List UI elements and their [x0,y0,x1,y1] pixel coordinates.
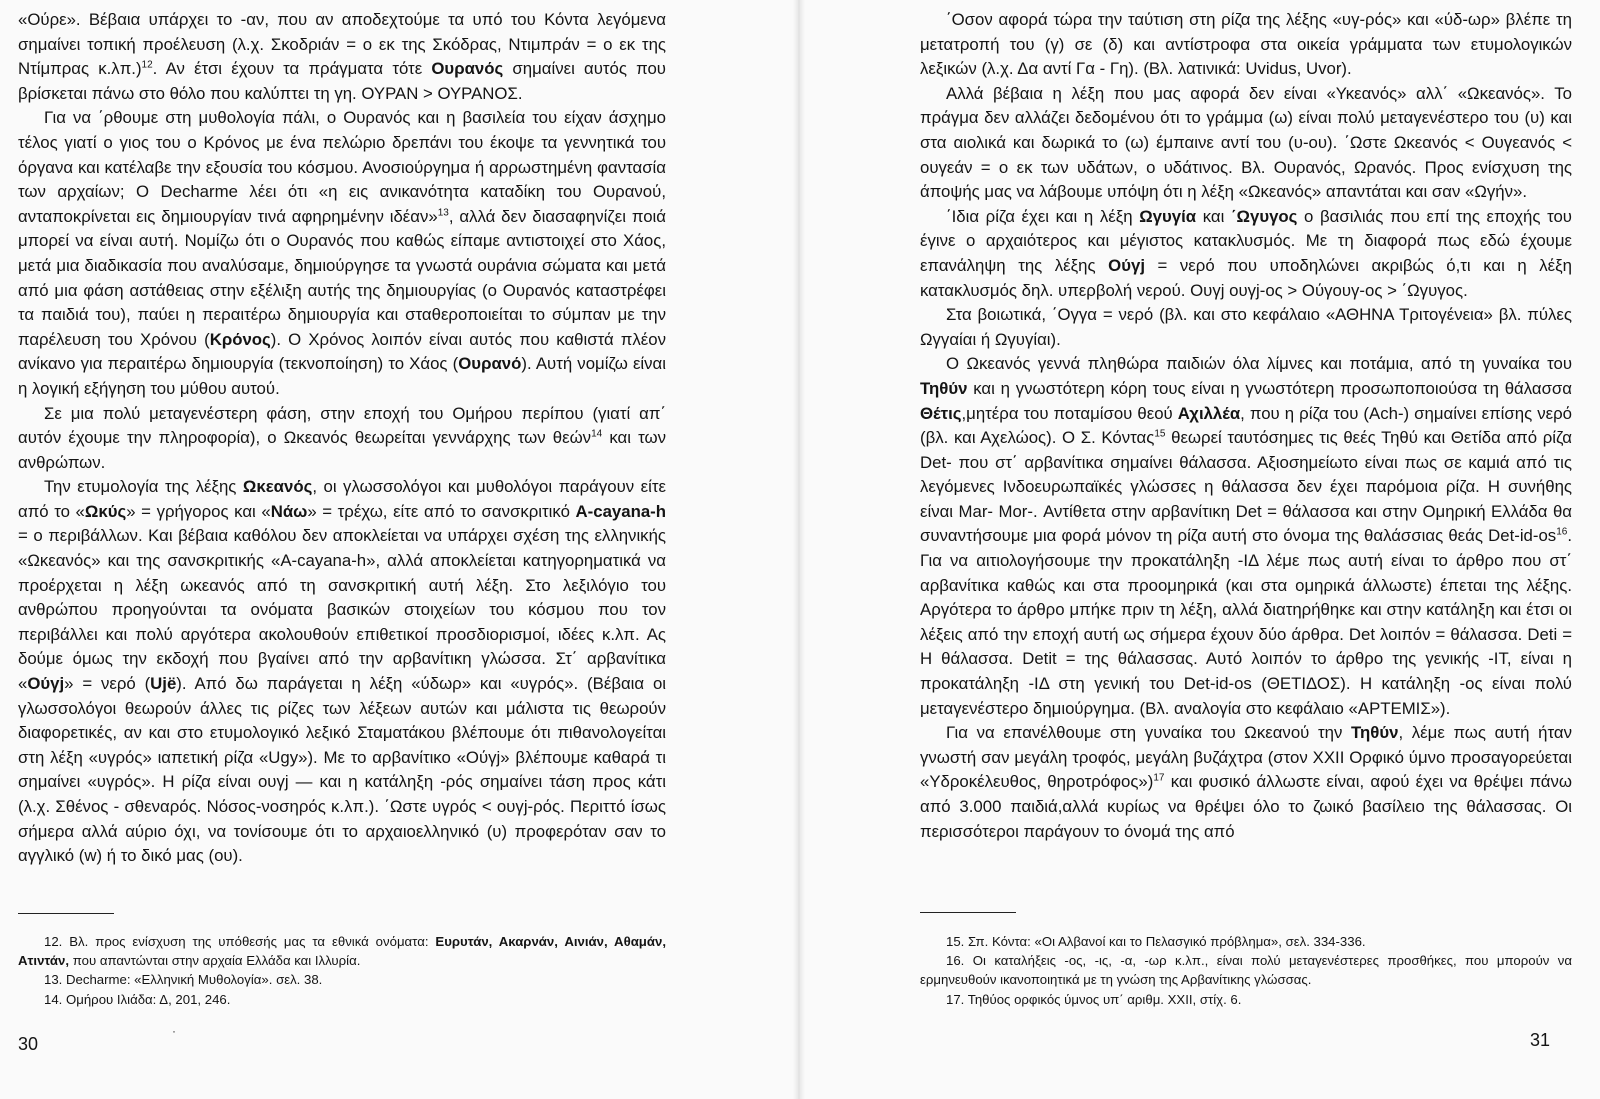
text-run: , αλλά δεν διασαφηνίζει ποιά μπορεί να είναι αυτή. Νομίζω ότι ο Ουρανός που καθώς είπαμε αντιστοιχεί στο Χάος, μετά μια διαδικασία που αναλύσαμε, δημιούργησε τα γνωστά ουράνια σώματα και μετά από μια φάση αστάθειας στην εξέλιξη αυτής της δημιουργίας (ο Ουρανός καταστρέφει τα παιδιά του), παύει η περαιτέρω δημιουργία και σταθεροποιείται το σύμπαν με την παρέλευση του Χρόνου ( [18,206,666,349]
text-run: , οι γλωσσολόγοι και μυθολόγοι παράγουν είτε από το « [18,477,666,521]
text-run: Σε μια πολύ μεταγενέστερη φάση, στην εποχή του Ομήρου περίπου (γιατί απ΄ αυτόν έχουμε την πληροφορία), ο Ωκεανός θεωρείται γεννάρχης των θεών [18,403,666,448]
footnote-rule [920,912,1016,913]
text-run: Στα βοιωτικά, ΄Ογγα = νερό (βλ. και στο κεφάλαιο «ΑΘΗΝΑ Τριτογένεια» βλ. πύλες Ωγγαίαι ή Ωγυγίαι). [920,305,1572,349]
text-run: και [1196,206,1231,226]
footnote-reference: 12 [141,59,153,71]
bold-term: Ουρανός [431,59,504,79]
footnote-reference: 15 [1154,428,1166,440]
footnote [920,932,1572,951]
text-run: 16. Οι καταλήξεις -ος, -ις, -α, -ωρ κ.λπ., είναι πολύ μεταγενέστερες προσθήκες, που μπορούν να ερμηνευθούν ικανοποιητικά με τη γνώση της Αρβανίτικης γλώσσας. [920,953,1572,988]
footnote-rule [18,913,114,914]
text-run: ΄Οσον αφορά τώρα την ταύτιση στη ρίζα της λέξης «υγ-ρός» και «ύδ-ωρ» βλέπε τη μετατροπή του (γ) σε (δ) και αντίστροφα στα οικεία γράμματα των ετυμολογικών λεξικών (λ.χ. Δα αντί Γα - Γη). (Βλ. λατινικά: Uvidus, Uvor). [920,10,1572,79]
text-run: Για να επανέλθουμε στη γυναίκα του Ωκεανού την [946,723,1352,743]
bold-term: Ούγj [1108,255,1145,275]
text-run: Ο Ωκεανός γεννά πληθώρα παιδιών όλα λίμνες και ποτάμια, από τη γυναίκα του [946,354,1572,374]
footnote-reference: 17 [1153,772,1165,784]
text-run: , λέμε πως αυτή ήταν γνωστή σαν μεγάλη τροφός, μεγάλη βυζάχτρα (στον XXII Ορφικό ύμνο προσαγορεύεται «Υδροκέλευθος, θηροτρόφος») [920,723,1572,792]
text-run: 12. Βλ. προς ενίσχυση της υπόθεσής μας τα εθνικά ονόματα: [44,934,436,949]
page-number-left: 30 [18,1034,39,1054]
bold-term: Νάω [270,501,308,521]
text-run: «Ούρε». Βέβαια υπάρχει το -αν, που αν αποδεχτούμε τα υπό του Κόντα λεγόμενα σημαίνει τοπική προέλευση (λ.χ. Σκοδριάν = ο εκ της Σκόδρας, Ντιμπράν = ο εκ της Ντίμπρας κ.λπ.) [18,10,666,79]
body-paragraph [18,106,666,401]
left-body-text [18,8,666,869]
bold-term: Θέτις [920,403,962,423]
bold-term: Ωγυγία [1139,206,1197,226]
text-run: 13. Decharme: «Ελληνική Μυθολογία». σελ. 38. [44,972,323,988]
bold-term: ΄Ωγυγος [1230,206,1298,226]
text-run: θεωρεί ταυτόσημες τις θεές Τηθύ και Θετίδα από ρίζα Det- που στ΄ αρβανίτικα σημαίνει θάλασσα. Αξιοσημείωτο είναι πως σε καμιά από τις λεγόμενες Ινδοευρωπαϊκές γλώσσες η θάλασσα δεν έχει παρόμοια ρίζα. Η συνήθης είναι Mar- Mor-. Αντίθετα στην αρβανίτικη Det = θάλασσα και στην Ομηρική Ελλάδα θα συναντήσουμε μια φορά μόνον τη ρίζα αυτή στο όνομα της θαλάσσιας θεάς Det-id-os [920,428,1572,546]
text-run: , που η ρίζα του (Ach-) σημαίνει επίσης νερό (βλ. και Αχελώος). Ο Σ. Κόντας [920,403,1572,448]
left-footnotes [18,932,666,1009]
text-run: και των ανθρώπων. [18,428,666,472]
footnote [18,990,666,1009]
text-run: = νερό που υποδηλώνει ακριβώς ό,τι και η λέξη κατακλυσμός δηλ. υπερβολή νερού. Ουγj ουγj-ος > Ούγουγ-ος > ΄Ωγυγος. [920,255,1572,300]
body-paragraph [920,352,1572,721]
text-run: ΄Ιδια ρίζα έχει και η λέξη [946,206,1140,226]
footnote-reference: 14 [591,428,603,440]
bold-term: Ούγj [27,674,65,694]
text-run: 17. Τηθύος ορφικός ύμνος υπ΄ αριθμ. XXII, στίχ. 6. [946,991,1242,1007]
body-paragraph [920,82,1572,205]
text-run: ). Ο Χρόνος λοιπόν είναι αυτός που καθιστά πλέον ανίκανο για περαιτέρω δημιουργία (τεκνοποίηση) το Χάος ( [18,329,666,374]
text-run: Την ετυμολογία της λέξης [44,477,243,497]
body-paragraph [920,8,1572,82]
bold-term: Αχιλλέα [1177,403,1241,423]
speck: · [172,1024,176,1038]
text-run: και φυσικό άλλωστε είναι, αφού έχει να θρέψει πάνω από 3.000 παιδιά,αλλά κυρίως να θρέψει όλο το ζωικό βασίλειο της θάλασσας. Οι περισσότεροι παράγουν το όνομά της από [920,772,1572,841]
text-run: ,μητέρα του ποταμίσου θεού [961,403,1178,423]
bold-term: Κρόνος [209,329,271,349]
text-run: που απαντώνται στην αρχαία Ελλάδα και Ιλλυρία. [69,953,361,969]
text-run: 15. Σπ. Κόντα: «Οι Αλβανοί και το Πελασγικό πρόβλημα», σελ. 334-336. [946,934,1366,949]
right-body-text [920,8,1572,844]
footnote [18,932,666,970]
footnote-reference: 16 [1556,526,1568,538]
footnote [920,951,1572,989]
bold-term: Ευρυτάν, Ακαρνάν, Αινιάν, Αθαμάν, Ατιντάν, [18,934,666,969]
body-paragraph [18,402,666,476]
text-run: σημαίνει αυτός που βρίσκεται πάνω στο θόλο που καλύπτει τη γη. ΟΥΡΑΝ > ΟΥΡΑΝΟΣ. [18,59,666,103]
right-page [802,0,1600,1099]
footnote [920,990,1572,1009]
body-paragraph [920,303,1572,352]
text-run: . Για να αιτιολογήσουμε την προκατάληξη -ΙΔ λέμε πως αυτή είναι το άρθρο που στ΄ αρβανίτικα καθώς και στα προομηρικά (και στα ομηρικά άλλωστε) έπεται της λέξης. Αργότερα το άρθρο μπήκε πριν τη λέξη, αλλά διατηρήθηκε και στην κατάληξη και έτσι οι λέξεις από την εποχή αυτή ως σήμερα έχουν δύο άρθρα. Det λοιπόν = θάλασσα. Deti = Η θάλασσα. Detit = της θάλασσας. Αυτό λοιπόν το άρθρο της γενικής -IT, είναι η προκατάληξη -ΙΔ στη γενική του Det-id-os (ΘΕΤΙΔΟΣ). Η κατάληξη -ος είναι πολύ μεταγενέστερο δημιούργημα. (Βλ. αναλογία στο κεφάλαιο «ΑΡΤΕΜΙΣ»). [920,526,1572,718]
text-run: ο βασιλιάς που επί της εποχής του έγινε ο αρχαιότερος και μέγιστος κατακλυσμός. Με τη διαφορά πως εδώ έχουμε επανάληψη της λέξης [920,206,1572,275]
right-footnotes [920,932,1572,1009]
text-run: » = γρήγορος και « [126,501,271,521]
bold-term: Ωκύς [84,501,127,521]
body-paragraph [18,8,666,106]
text-run: ). Αυτή νομίζω είναι η λογική εξήγηση του μύθου αυτού. [18,354,666,398]
text-run: και η γνωστότερη κόρη τους είναι η γνωστότερη προσωποποιούσα τη θάλασσα [967,378,1572,398]
bold-term: Ωκεανός [242,477,313,497]
body-paragraph [920,721,1572,844]
bold-term: Ujë [150,674,177,694]
bold-term: Τηθύν [1351,723,1399,743]
text-run: = ο περιβάλλων. Και βέβαια καθόλου δεν αποκλείεται να υπάρχει σχέση της ελληνικής «Ωκεανός» και της σανσκριτικής «A-cayana-h», αλλά αποκλείεται κατηγορηματικά να προέρχεται η λέξη ωκεανός από τη σανσκριτική αυτή λέξη. Στο λεξιλόγιο του ανθρώπου προηγούνται τα ονόματα βασικών στοιχείων του κόσμου που τον περιβάλλει και πολύ αργότερα ακολουθούν επιθετικοί προσδιορισμοί, ιδέες κ.λπ. Ας δούμε όμως την εκδοχή που βγαίνει από την αρβανίτικη γλώσσα. Στ΄ αρβανίτικα « [18,526,666,694]
page-number-right: 31 [1530,1030,1551,1050]
footnote-reference: 13 [437,207,449,219]
text-run: 14. Ομήρου Ιλιάδα: Δ, 201, 246. [44,991,231,1007]
body-paragraph [920,205,1572,303]
text-run: Για να ΄ρθουμε στη μυθολογία πάλι, ο Ουρανός και η βασιλεία του είχαν άσχημο τέλος γιατί ο γιος του ο Κρόνος με ένα πελώριο δρεπάνι του έκοψε τα γεννητικά του όργανα και κατέλαβε την εξουσία του κόσμου. Ανοσιούργημα ή αρρωστημένη φαντασία των αρχαίων; Ο Decharme λέει ότι «η εις ανικανότητα καταδίκη του Ουρανού, ανταποκρίνεται εις δημιουργίαν τινά αφηρημένην ιδέαν» [18,108,666,226]
bold-term: A-cayana-h [575,501,666,521]
footnote [18,970,666,989]
text-run: » = νερό ( [64,674,151,694]
bold-term: Τηθύν [920,378,968,398]
text-run: » = τρέχω, είτε από το σανσκριτικό [307,501,576,521]
text-run: ). Από δω παράγεται η λέξη «ύδωρ» και «υγρός». (Βέβαια οι γλωσσολόγοι θεωρούν άλλες τις ρίζες των λέξεων αυτών και μάλιστα τις θεωρούν διαφορετικές, αν και στο ετυμολογικό λεξικό Σταματάκου βλέπουμε ότι πιθανολογείται στη λέξη «υγρός» ιαπετική ρίζα «Ugy»). Με το αρβανίτικο «Ούγj» βλέπουμε καθαρά τι σημαίνει «υγρός». Η ρίζα είναι ουγj — και η κατάληξη -ρός σημαίνει τάση προς κάτι (λ.χ. Σθένος - σθεναρός. Νόσος-νοσηρός κ.λπ.). ΄Ωστε υγρός < ουγj-ρός. Περιττό ίσως σήμερα αλλά αύριο όχι, να τονίσουμε ότι το αρχαιοελληνικό (υ) προφερόταν σαν το αγγλικό (w) ή το δικό μας (ου). [18,674,666,866]
bold-term: Ουρανό [458,354,522,374]
text-run: . Αν έτσι έχουν τα πράγματα τότε [152,59,432,79]
text-run: Αλλά βέβαια η λέξη που μας αφορά δεν είναι «Υκεανός» αλλ΄ «Ωκεανός». Το πράγμα δεν αλλάζει δεδομένου ότι το γράμμα (ω) είναι πολύ μεταγενέστερο του (υ) και στα αιολικά και δωρικά το (ω) έμπαινε αντί του (υ-ου). ΄Ωστε Ωκεανός < Ουγεανός < ουγεάν = ο εκ των υδάτων, ο υδάτινος. Βλ. Ουρανός, Ωρανός. Προς ενίσχυση της άποψής μας να λάβουμε υπόψη ότι η λέξη «Ωκεανός» απαντάται και σαν «Ωγήν». [920,83,1572,202]
body-paragraph [18,475,666,869]
